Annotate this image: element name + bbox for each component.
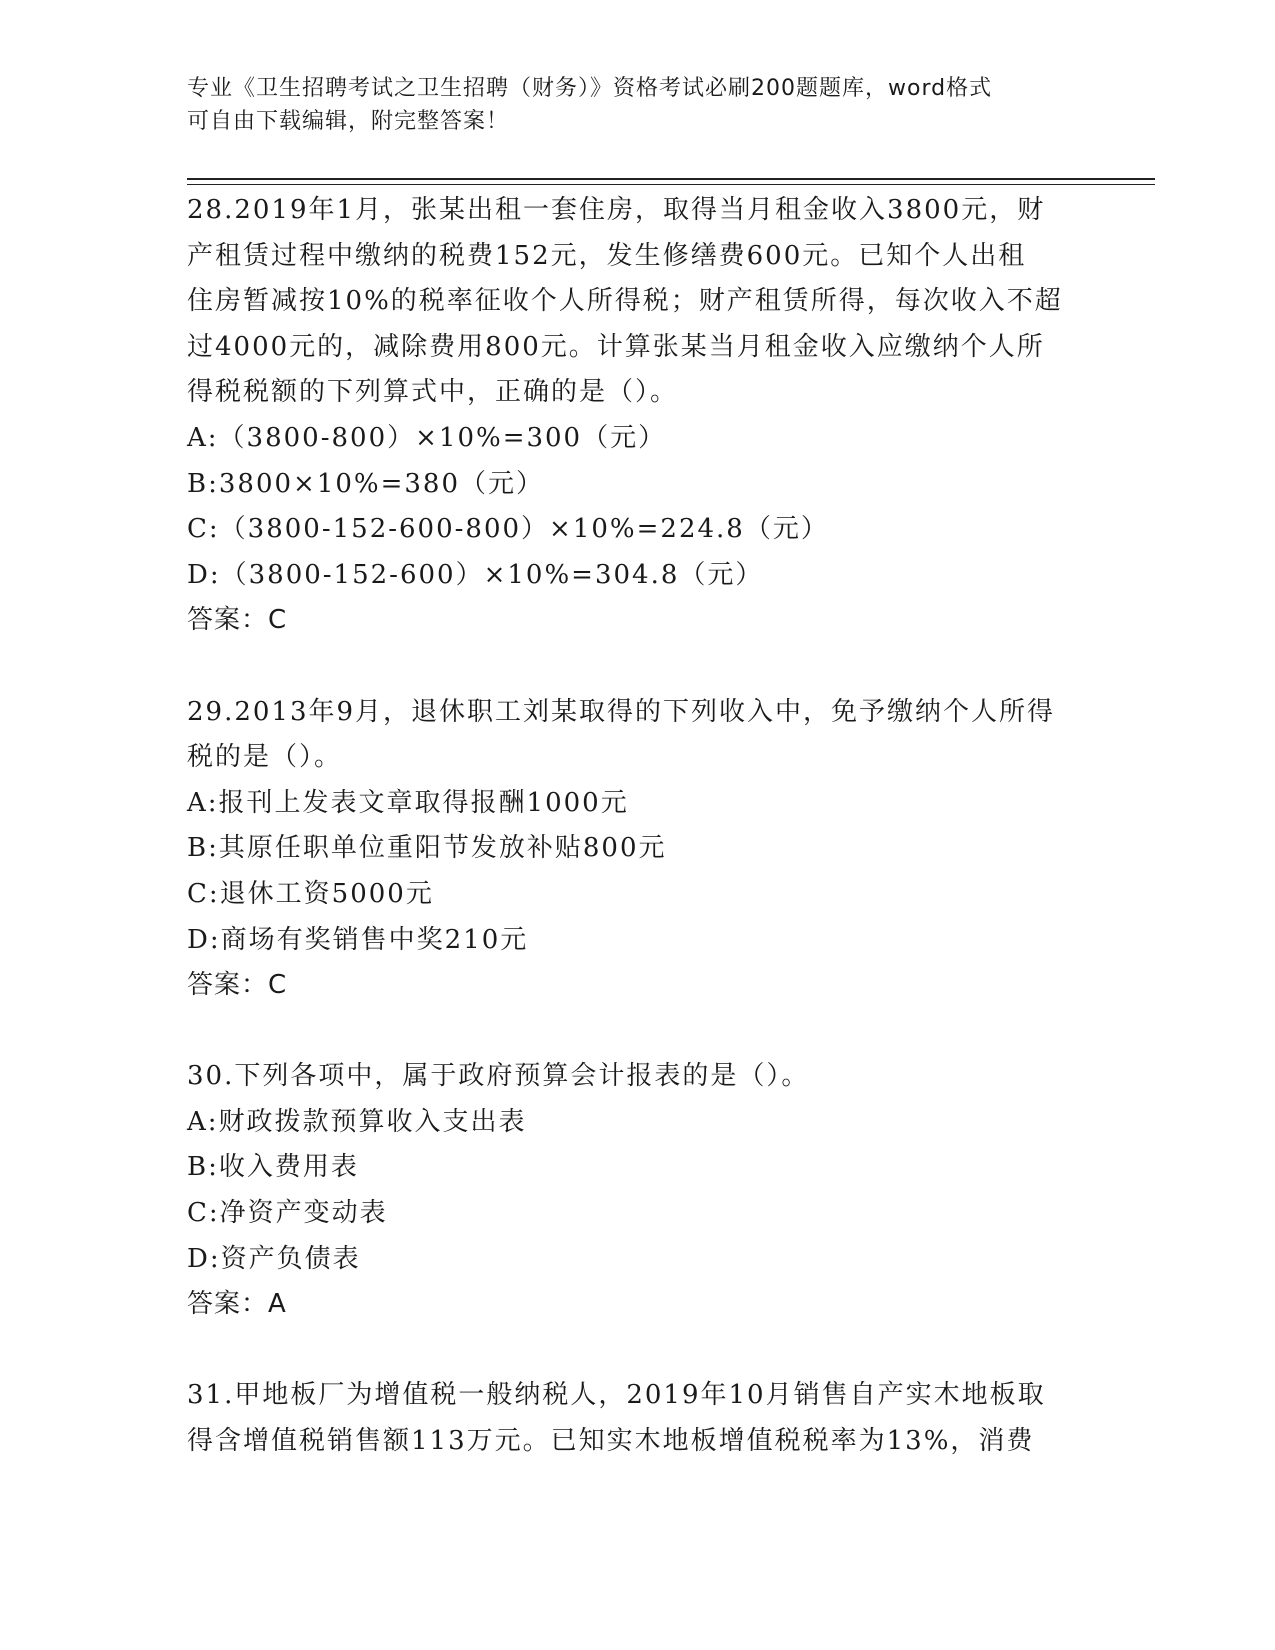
- option-c: C:退休工资5000元: [187, 878, 434, 909]
- option-b: B:其原任职单位重阳节发放补贴800元: [187, 833, 667, 864]
- question-31: [187, 1373, 1092, 1464]
- option-d: D:资产负债表: [187, 1243, 361, 1274]
- option-d: D:商场有奖销售中奖210元: [187, 924, 529, 955]
- option-c: C:净资产变动表: [187, 1198, 388, 1229]
- option-a: A:报刊上发表文章取得报酬1000元: [187, 787, 629, 818]
- question-text: 28.2019年1月，张某出租一套住房，取得当月租金收入3800元，财 产租赁过程中缴纳的税费152元，发生修缮费600元。已知个人出租 住房暂减按10%的税率征收个人所得税；财产租赁所得，每次收入不超 过4000元的，减除费用800元。计算张某当月租金收入应缴纳个人所 得税税额的下列算式中，正确的是（）。: [187, 195, 1063, 408]
- question-28: [187, 188, 1092, 644]
- option-b: B:3800×10%=380（元）: [187, 468, 545, 499]
- answer: 答案：C: [187, 605, 288, 636]
- document-header: [187, 72, 1087, 138]
- question-text: 30.下列各项中，属于政府预算会计报表的是（）。: [187, 1061, 810, 1092]
- answer: 答案：A: [187, 1289, 287, 1320]
- option-b: B:收入费用表: [187, 1152, 359, 1183]
- option-d: D:（3800-152-600）×10%=304.8（元）: [187, 559, 764, 590]
- option-a: A:财政拨款预算收入支出表: [187, 1106, 527, 1137]
- answer: 答案：C: [187, 970, 288, 1001]
- header-line-2: 可自由下载编辑，附完整答案！: [187, 109, 510, 134]
- question-text: 31.甲地板厂为增值税一般纳税人，2019年10月销售自产实木地板取 得含增值税销售额113万元。已知实木地板增值税税率为13%，消费: [187, 1380, 1046, 1457]
- header-divider-thin: [187, 184, 1155, 185]
- question-list: [187, 188, 1092, 1510]
- header-divider-thick: [187, 178, 1155, 180]
- option-a: A:（3800-800）×10%=300（元）: [187, 422, 667, 453]
- option-c: C:（3800-152-600-800）×10%=224.8（元）: [187, 514, 829, 545]
- header-line-1: 专业《卫生招聘考试之卫生招聘（财务）》资格考试必刷200题题库，word格式: [187, 76, 993, 101]
- question-29: [187, 690, 1092, 1009]
- question-text: 29.2013年9月，退休职工刘某取得的下列收入中，免予缴纳个人所得 税的是（）。: [187, 696, 1056, 773]
- question-30: [187, 1054, 1092, 1328]
